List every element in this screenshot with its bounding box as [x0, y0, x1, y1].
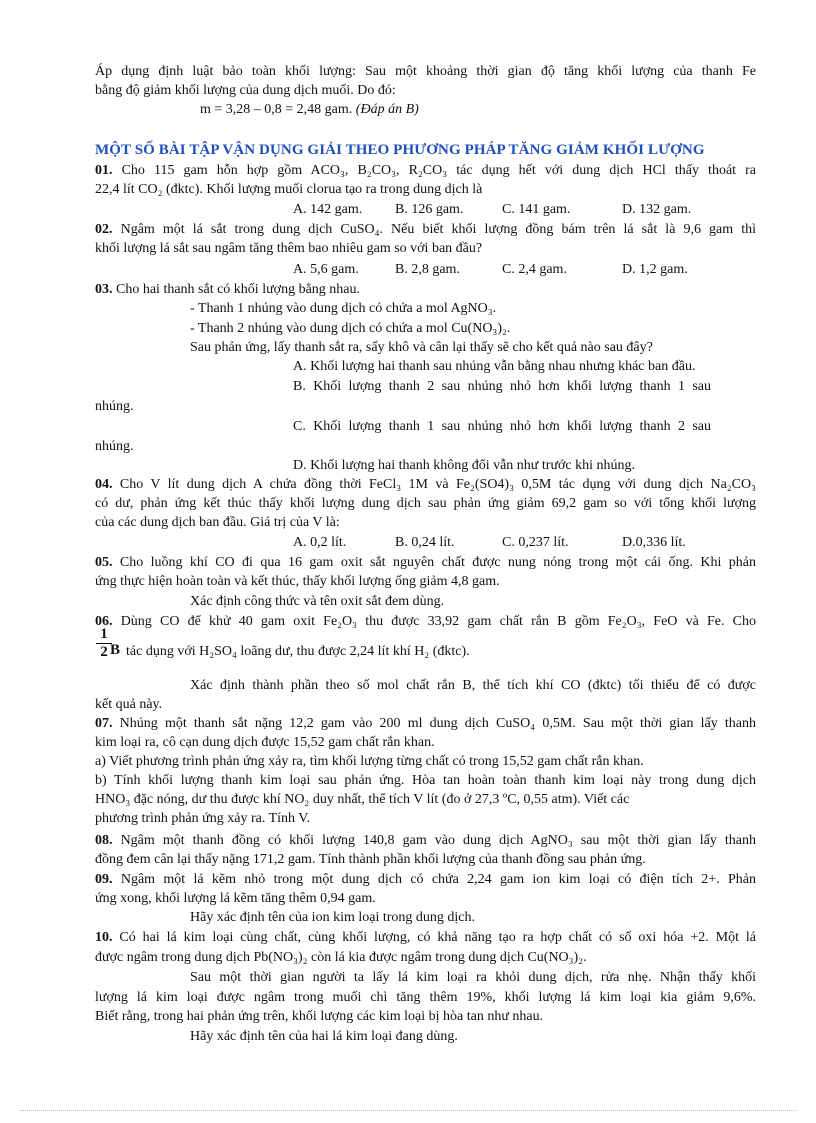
- q10-line-3: Sau một thời gian người ta lấy lá kim loại ra khỏi dung dịch, rửa nhẹ. Nhận thấy khối: [190, 970, 756, 985]
- q09-line-1: [95, 871, 756, 889]
- answer-note: (Đáp án B): [355, 102, 419, 117]
- q04-text-1: Cho V lít dung dịch A chứa đồng thời FeCl₃ 1M và Fe₂(SO4)₃ 0,5M tác dụng với dung dịch Na₂CO₃: [119, 477, 756, 492]
- q03-option-c: C. Khối lượng thanh 1 sau nhúng nhỏ hơn khối lượng thanh 2 sau: [293, 419, 711, 434]
- q05-number: 05.: [95, 555, 113, 570]
- q05-line-1: [95, 554, 756, 572]
- q10-line-2: được ngâm trong dung dịch Pb(NO₃)₂ còn lá kia được ngâm trong dung dịch Cu(NO₃)₂.: [95, 950, 587, 965]
- q08-text-1: Ngâm một thanh đồng có khối lượng 140,8 gam vào dung dịch AgNO₃ sau một thời gian lấy thanh: [120, 833, 756, 848]
- q07-line-2: kim loại ra, cô cạn dung dịch được 15,52 gam chất rắn khan.: [95, 735, 435, 750]
- q05-line-3: Xác định công thức và tên oxit sắt đem dùng.: [190, 594, 445, 609]
- q07-line-5: HNO₃ đặc nóng, dư thu được khí NO₂ duy nhất, thể tích V lít (đo ở 27,3 ºC, 0,55 atm). Viết các: [95, 792, 630, 807]
- page-bottom-border: [20, 1110, 796, 1111]
- q10-number: 10.: [95, 930, 113, 945]
- q01-option-d: D. 132 gam.: [622, 202, 692, 217]
- formula-text: m = 3,28 – 0,8 = 2,48 gam.: [200, 102, 353, 117]
- q01-option-c: C. 141 gam.: [502, 202, 571, 217]
- q10-line-1: [95, 929, 756, 947]
- q07-line-1: [95, 715, 756, 733]
- q03-number: 03.: [95, 282, 113, 297]
- fraction-numerator: 1: [100, 626, 108, 642]
- q01-line-2: 22,4 lít CO₂ (đktc). Khối lượng muối clorua tạo ra trong dung dịch là: [95, 182, 483, 197]
- q03-sub-3: Sau phản ứng, lấy thanh sắt ra, sấy khô và cân lại thấy sẽ cho kết quả nào sau đây?: [190, 340, 653, 355]
- intro-line-2: bằng độ giảm khối lượng của dung dịch muối. Do đó:: [95, 83, 396, 98]
- q05-text-1: Cho luồng khí CO đi qua 16 gam oxit sắt nguyên chất được nung nóng trong một cái ống. Khi phản: [119, 555, 756, 570]
- q10-line-4: lượng lá kim loại được ngâm trong muối chì tăng thêm 19%, khối lượng lá kim loại kia giảm 9,6%.: [95, 990, 756, 1005]
- q06-text-1: Dùng CO để khử 40 gam oxit Fe₂O₃ thu được 33,92 gam chất rắn B gồm Fe₂O₃, FeO và Fe. Cho: [120, 614, 756, 629]
- q05-line-2: ứng thực hiện hoàn toàn và kết thúc, thấy khối lượng ống giảm 4,8 gam.: [95, 574, 500, 589]
- q03-option-b: B. Khối lượng thanh 2 sau nhúng nhỏ hơn khối lượng thanh 1 sau: [293, 379, 711, 394]
- q04-option-a: A. 0,2 lít.: [293, 535, 347, 550]
- q02-option-b: B. 2,8 gam.: [395, 262, 460, 277]
- section-heading: MỘT SỐ BÀI TẬP VẬN DỤNG GIẢI THEO PHƯƠNG PHÁP TĂNG GIẢM KHỐI LƯỢNG: [95, 142, 705, 158]
- q10-text-1: Có hai lá kim loại cùng chất, cùng khối lượng, có khả năng tạo ra hợp chất có số oxi hóa +2. Một lá: [119, 930, 756, 945]
- q03-option-a: A. Khối lượng hai thanh sau nhúng vẫn bằng nhau nhưng khác ban đầu.: [293, 359, 696, 374]
- q03-option-d: D. Khối lượng hai thanh không đổi vẫn như trước khi nhúng.: [293, 458, 636, 473]
- q10-line-6: Hãy xác định tên của hai lá kim loại đang dùng.: [190, 1029, 458, 1044]
- q07-line-3: a) Viết phương trình phản ứng xảy ra, tìm khối lượng từng chất có trong 15,52 gam chất rắn khan.: [95, 754, 644, 769]
- q07-text-1: Nhúng một thanh sắt nặng 12,2 gam vào 200 ml dung dịch CuSO₄ 0,5M. Sau một thời gian lấy thanh: [119, 716, 756, 731]
- q09-line-2: ứng xong, khối lượng lá kẽm tăng thêm 0,94 gam.: [95, 891, 376, 906]
- q03-sub-1: - Thanh 1 nhúng vào dung dịch có chứa a mol AgNO₃.: [190, 301, 497, 316]
- q02-line-1: [95, 221, 756, 239]
- q08-number: 08.: [95, 833, 113, 848]
- q03-sub-2: - Thanh 2 nhúng vào dung dịch có chứa a mol Cu(NO₃)₂.: [190, 321, 511, 336]
- q06-number: 06.: [95, 614, 113, 629]
- q07-number: 07.: [95, 716, 113, 731]
- q07-line-4: b) Tính khối lượng thanh kim loại sau phản ứng. Hòa tan hoàn toàn thanh kim loại này trong dung dịch: [95, 773, 756, 788]
- q01-number: 01.: [95, 163, 113, 178]
- q06-fraction-variable: B: [110, 642, 121, 658]
- q06-line-1: [95, 613, 756, 631]
- q04-number: 04.: [95, 477, 113, 492]
- q04-line-2: có dư, phản ứng kết thúc thấy khối lượng dung dịch sau phản ứng giảm 69,2 gam so với tổng khối lượng: [95, 496, 756, 511]
- q01-text-1: Cho 115 gam hỗn hợp gồm ACO₃, B₂CO₃, R₂CO₃ tác dụng hết với dung dịch HCl thấy thoát ra: [121, 163, 756, 178]
- q02-text-1: Ngâm một lá sắt trong dung dịch CuSO₄. Nếu biết khối lượng đồng bám trên lá sắt là 9,6 gam thì: [120, 222, 756, 237]
- q04-option-b: B. 0,24 lít.: [395, 535, 455, 550]
- q06-line-4: kết quả này.: [95, 697, 163, 712]
- q04-option-c: C. 0,237 lít.: [502, 535, 569, 550]
- q03-line-1: [95, 281, 360, 299]
- q01-option-a: A. 142 gam.: [293, 202, 363, 217]
- q08-line-2: đồng đem cân lại thấy nặng 171,2 gam. Tính thành phần khối lượng của thanh đồng sau phản ứng.: [95, 852, 646, 867]
- q04-line-1: [95, 476, 756, 494]
- q08-line-1: [95, 832, 756, 850]
- q06-line-2: tác dụng với H₂SO₄ loãng dư, thu được 2,24 lít khí H₂ (đktc).: [126, 644, 470, 659]
- q09-line-3: Hãy xác định tên của ion kim loại trong dung dịch.: [190, 910, 475, 925]
- q03-option-b-cont: nhúng.: [95, 399, 134, 414]
- q02-option-a: A. 5,6 gam.: [293, 262, 359, 277]
- q03-text-1: Cho hai thanh sắt có khối lượng bằng nhau.: [116, 282, 361, 297]
- q07-line-6: phương trình phản ứng xảy ra. Tính V.: [95, 811, 311, 826]
- q06-line-3: Xác định thành phần theo số mol chất rắn B, thể tích khí CO (đktc) tối thiểu để có được: [190, 678, 756, 693]
- q02-option-d: D. 1,2 gam.: [622, 262, 688, 277]
- q10-line-5: Biết rằng, trong hai phản ứng trên, khối lượng các kim loại bị hòa tan như nhau.: [95, 1009, 544, 1024]
- intro-formula: [200, 101, 419, 119]
- q09-text-1: Ngâm một lá kẽm nhỏ trong một dung dịch có chứa 2,24 gam ion kim loại có điện tích 2+. Phản: [120, 872, 756, 887]
- intro-line-1: Áp dụng định luật bảo toàn khối lượng: Sau một khoảng thời gian độ tăng khối lượng của thanh Fe: [95, 64, 756, 79]
- q01-option-b: B. 126 gam.: [395, 202, 464, 217]
- q04-option-d: D.0,336 lít.: [622, 535, 686, 550]
- q04-line-3: của các dung dịch ban đầu. Giá trị của V là:: [95, 515, 340, 530]
- q01-line-1: [95, 162, 756, 180]
- q02-line-2: khối lượng lá sắt sau ngâm tăng thêm bao nhiêu gam so với ban đầu?: [95, 241, 483, 256]
- fraction-denominator: 2: [100, 644, 108, 660]
- q02-number: 02.: [95, 222, 113, 237]
- q03-option-c-cont: nhúng.: [95, 439, 134, 454]
- q02-option-c: C. 2,4 gam.: [502, 262, 567, 277]
- q09-number: 09.: [95, 872, 113, 887]
